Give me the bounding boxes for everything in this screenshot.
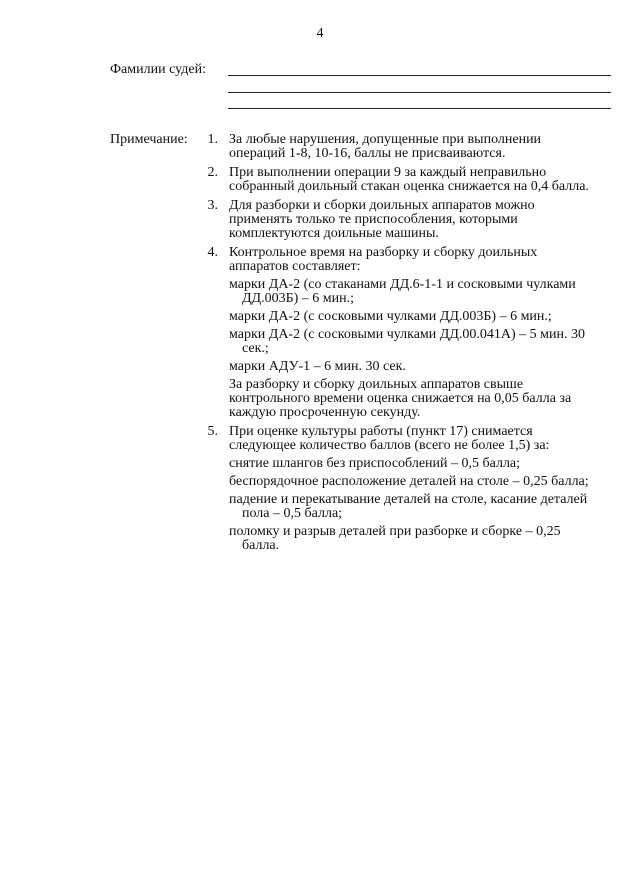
note-item-5 [198, 425, 598, 553]
note-paragraph: При оценке культуры работы (пункт 17) снимается следующее количество баллов (всего не более 1,5) за: [229, 424, 550, 453]
note-paragraph: Для разборки и сборки доильных аппаратов можно применять только те приспособления, которыми комплектуются доильные машины. [229, 198, 535, 241]
note-paragraph: За разборку и сборку доильных аппаратов свыше контрольного времени оценка снижается на 0,05 балла за каждую просроченную секунду. [229, 377, 572, 420]
note-paragraph: При выполнении операции 9 за каждый неправильно собранный доильный стакан оценка снижается на 0,4 балла. [229, 165, 589, 194]
note-number: 3. [207, 198, 218, 213]
note-number: 2. [207, 165, 218, 180]
note-item-4 [198, 246, 598, 420]
note-item-1 [198, 133, 598, 161]
note-number: 4. [207, 245, 218, 260]
note-sub-paragraph: поломку и разрыв деталей при разборке и сборке – 0,25 балла. [229, 524, 561, 553]
note-sub-paragraph: падение и перекатывание деталей на столе, касание деталей пола – 0,5 балла; [229, 492, 588, 521]
note-sub-paragraph: марки ДА-2 (с сосковыми чулками ДД.003Б) – 6 мин.; [229, 309, 552, 324]
note-paragraph: Контрольное время на разборку и сборку доильных аппаратов составляет: [229, 245, 538, 274]
note-sub-paragraph: беспорядочное расположение деталей на столе – 0,25 балла; [229, 474, 589, 489]
page-number: 4 [316, 26, 324, 41]
judge-signature-line-2 [228, 92, 611, 93]
note-number: 1. [207, 132, 218, 147]
note-sub-paragraph: марки АДУ-1 – 6 мин. 30 сек. [229, 359, 406, 374]
note-sub-paragraph: марки ДА-2 (со стаканами ДД.6-1-1 и сосковыми чулками ДД.003Б) – 6 мин.; [229, 277, 576, 306]
judge-signature-line-1 [228, 75, 611, 76]
judge-signature-line-3 [228, 108, 611, 109]
note-number: 5. [207, 424, 218, 439]
note-item-2 [198, 166, 598, 194]
notes-label: Примечание: [110, 132, 188, 147]
note-sub-paragraph: снятие шлангов без приспособлений – 0,5 балла; [229, 456, 521, 471]
notes-list [198, 133, 598, 558]
judges-label: Фамилии судей: [110, 62, 206, 77]
note-sub-paragraph: марки ДА-2 (с сосковыми чулками ДД.00.041А) – 5 мин. 30 сек.; [229, 327, 585, 356]
note-paragraph: За любые нарушения, допущенные при выполнении операций 1-8, 10-16, баллы не присваиваются. [229, 132, 542, 161]
note-item-3 [198, 199, 598, 241]
